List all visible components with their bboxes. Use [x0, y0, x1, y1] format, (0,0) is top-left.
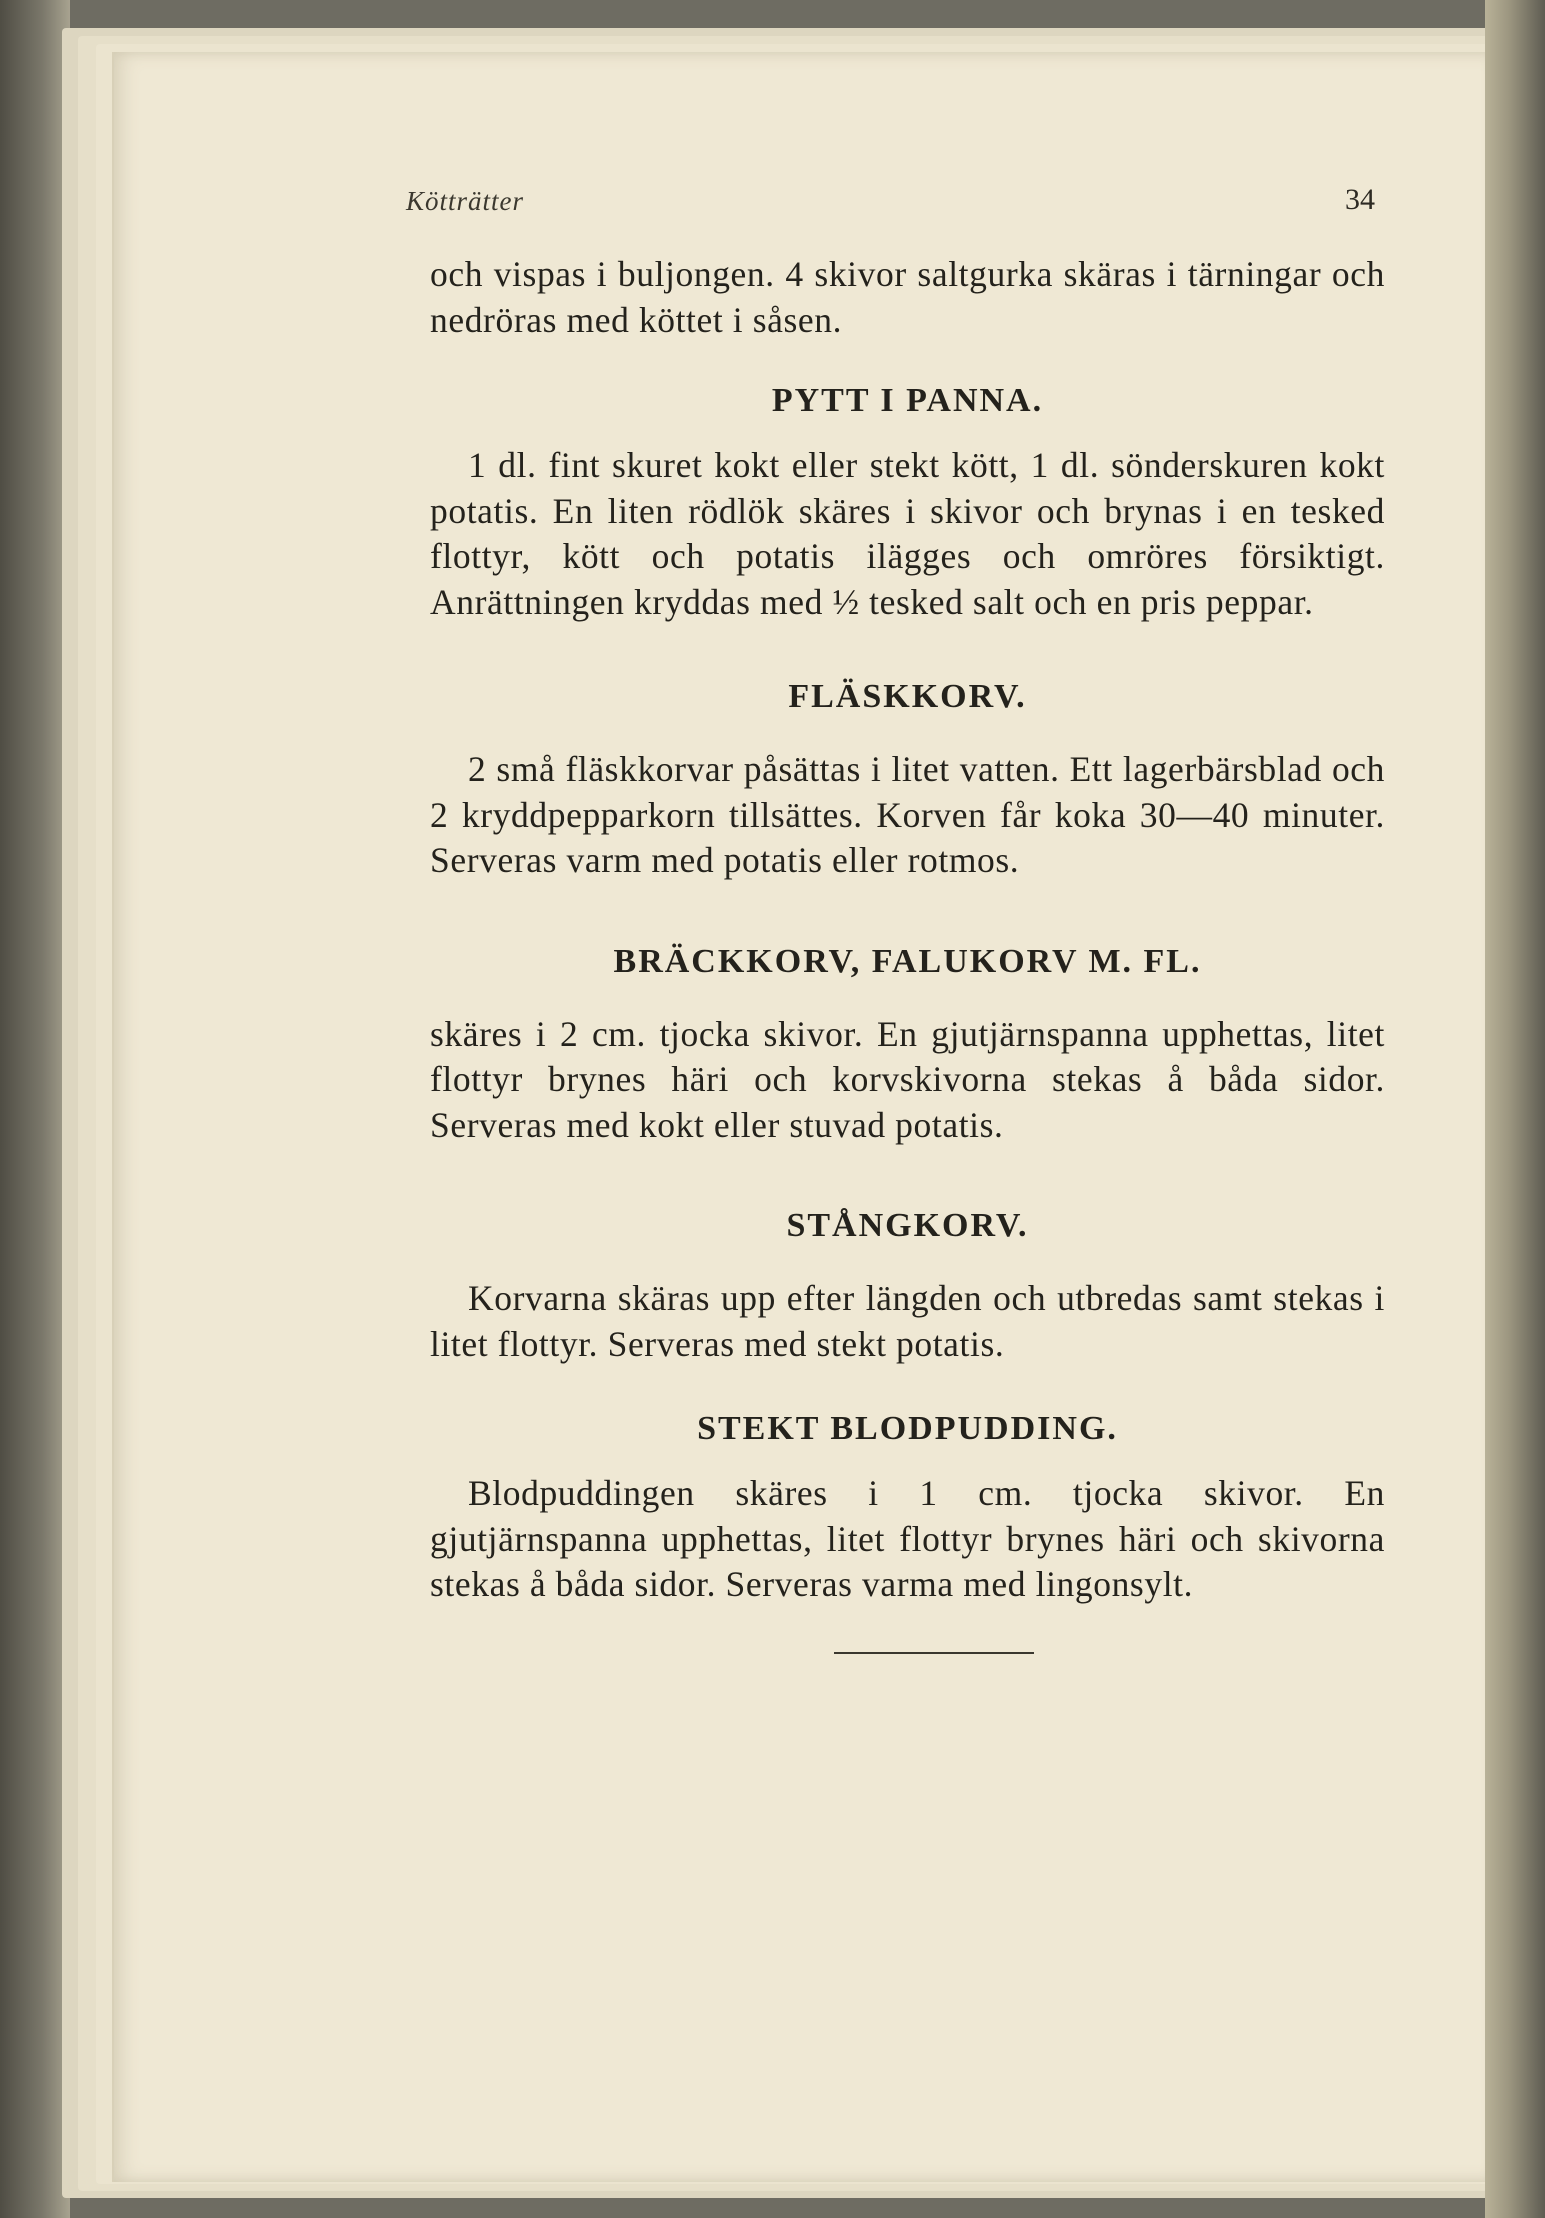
paragraph-stekt-blodpudding: Blodpuddingen skäres i 1 cm. tjocka skivor. En gjutjärnspanna upphettas, litet flottyr brynes häri och skivorna stekas å båda sidor. Serveras varma med lingonsylt.: [430, 1473, 1385, 1604]
end-rule: [834, 1652, 1034, 1654]
heading-stekt-blodpudding: STEKT BLODPUDDING.: [697, 1410, 1118, 1447]
page-number: 34: [1345, 183, 1375, 216]
book-spine-shadow: [0, 0, 70, 2218]
paragraph-flaskkorv: 2 små fläskkorvar påsättas i litet vatten. Ett lagerbärsblad och 2 kryddpepparkorn tillsättes. Korven får koka 30—40 minuter. Serveras varm med potatis eller rotmos.: [430, 749, 1385, 880]
paragraph-pytt-i-panna: 1 dl. fint skuret kokt eller stekt kött, 1 dl. sönderskuren kokt potatis. En liten rödlök skäres i skivor och brynas i en tesked flottyr, kött och potatis ilägges och omröres försiktigt. Anrättningen kryddas med ½ tesked salt och en pris peppar.: [430, 445, 1385, 622]
heading-flaskkorv: FLÄSKKORV.: [788, 678, 1027, 715]
heading-brackkorv: BRÄCKKORV, FALUKORV M. FL.: [613, 942, 1202, 980]
recipe-text: [430, 252, 1385, 1654]
paragraph-stangkorv: Korvarna skäras upp efter längden och utbredas samt stekas i litet flottyr. Serveras med stekt potatis.: [430, 1278, 1385, 1364]
running-head: Kötträtter: [406, 186, 525, 216]
heading-pytt-i-panna: PYTT I PANNA.: [771, 382, 1044, 419]
heading-stangkorv: STÅNGKORV.: [786, 1207, 1029, 1244]
paragraph-continuation: och vispas i buljongen. 4 skivor saltgurka skäras i tärningar och nedröras med köttet i såsen.: [430, 254, 1385, 340]
book-cover-edge: [1485, 0, 1545, 2218]
paragraph-brackkorv: skäres i 2 cm. tjocka skivor. En gjutjärnspanna upphettas, litet flottyr brynes häri och korvskivorna stekas å båda sidor. Serveras med kokt eller stuvad potatis.: [430, 1013, 1385, 1145]
